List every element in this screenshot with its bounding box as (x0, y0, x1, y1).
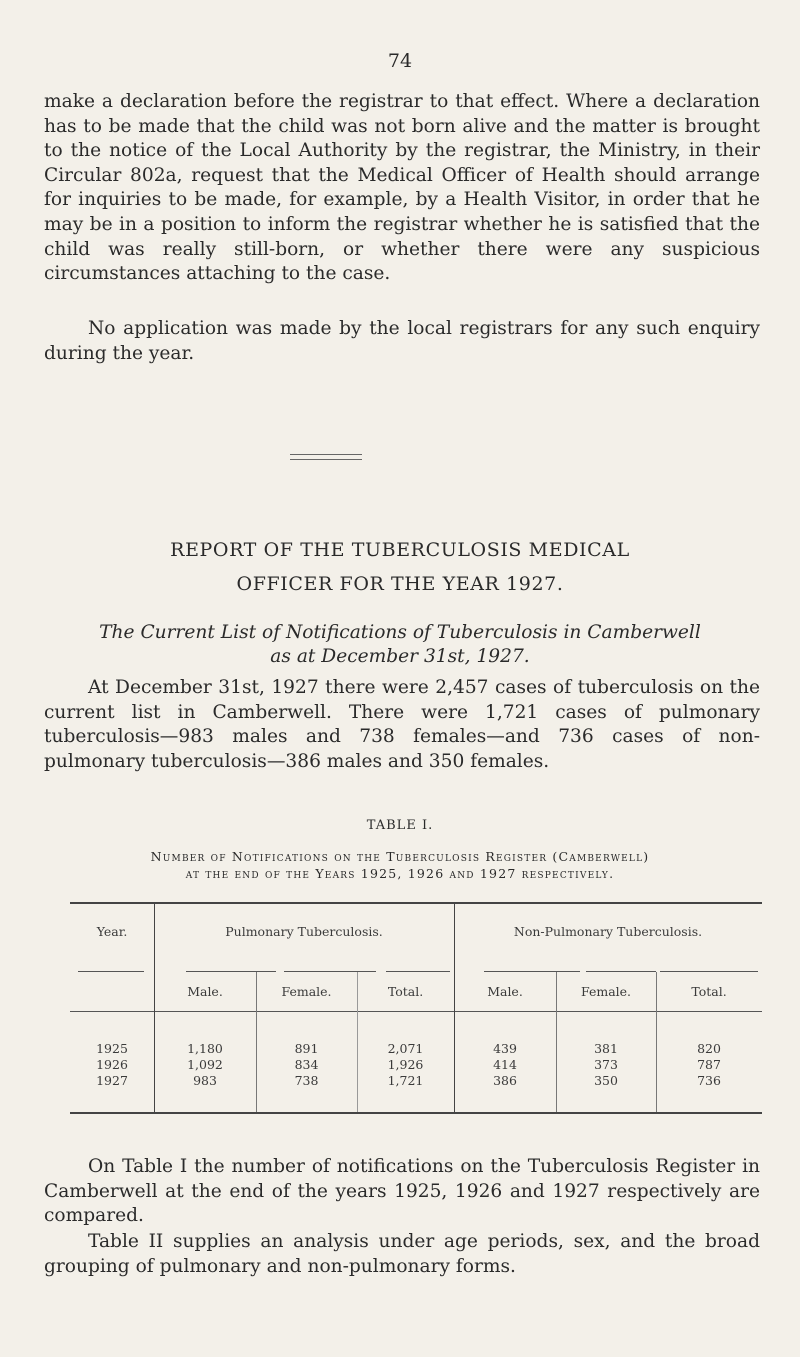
notifications-table (70, 900, 762, 1115)
row-year: 1925 (96, 1041, 128, 1056)
page-number: 74 (387, 50, 413, 72)
pulmonary-header: Pulmonary Tuberculosis. (225, 924, 383, 939)
non-pulmonary-header: Non-Pulmonary Tuberculosis. (513, 924, 703, 939)
report-subtitle-line2: as at December 31st, 1927. (270, 646, 530, 667)
table-top-rule (70, 902, 762, 904)
non-pulmonary-total-value: 787 (697, 1057, 721, 1072)
pulmonary-total-value: 2,071 (387, 1041, 424, 1056)
section-divider-top (290, 454, 362, 455)
pulmonary-female-value: 891 (294, 1041, 319, 1056)
pulmonary-male-value: 1,180 (187, 1041, 223, 1056)
non-pulmonary-male-subrule (484, 971, 580, 972)
sub-header-total: Total. (691, 984, 727, 999)
pulmonary-total-value: 1,926 (387, 1057, 424, 1072)
non-pulmonary-female-value: 373 (594, 1057, 618, 1072)
non-pulmonary-total-subrule (660, 971, 758, 972)
year-header: Year. (96, 924, 128, 939)
sub-header-male: Male. (187, 984, 223, 999)
non-pulmonary-male-value: 414 (493, 1057, 517, 1072)
table-label: TABLE I. (366, 818, 434, 833)
non-pulmonary-female-value: 381 (594, 1041, 618, 1056)
pulmonary-total-value: 1,721 (387, 1073, 424, 1088)
pulmonary-female-value: 738 (294, 1073, 319, 1088)
pulmonary-male-subrule (186, 971, 276, 972)
table-header-rule (70, 1011, 762, 1012)
pulmonary-male-value: 1,092 (187, 1057, 223, 1072)
pulmonary-female-value: 834 (294, 1057, 319, 1072)
non-pulmonary-total-value: 820 (697, 1041, 721, 1056)
year-subrule (78, 971, 144, 972)
non-pulmonary-total-value: 736 (697, 1073, 721, 1088)
closing-paragraph-1: On Table I the number of notifications on the Tuberculosis Register in Camberwell at the end of the years 1925, 1926 and 1927 respectively are compared. (44, 1156, 760, 1227)
sub-header-male: Male. (487, 984, 523, 999)
no-application-paragraph: No application was made by the local registrars for any such enquiry during the year. (44, 318, 760, 364)
non-pulmonary-male-value: 439 (493, 1041, 517, 1056)
sub-header-total: Total. (387, 984, 424, 999)
sub-header-female: Female. (580, 984, 632, 999)
table-caption-line2: at the end of the Years 1925, 1926 and 1927 respectively. (185, 866, 615, 881)
sub-header-female: Female. (281, 984, 332, 999)
intro-paragraph: make a declaration before the registrar to that effect. Where a declaration has to be made that the child was not born alive and the matter is brought to the notice of the Local Authority by the registrar, the Ministry, in their Circular 802a, request that the Medical Officer of Health should arrange for inquiries to be made, for example, by a Health Visitor, in order that he may be in a position to inform the registrar whether he is satisfied that the child was really still-born, or whether there were any suspicious circumstances attaching to the case. (44, 91, 760, 285)
report-subtitle-line1: The Current List of Notifications of Tuberculosis in Camberwell (99, 622, 701, 643)
table-caption (40, 848, 760, 882)
row-year: 1926 (96, 1057, 128, 1072)
pulmonary-female-subrule (284, 971, 376, 972)
report-heading-line2: OFFICER FOR THE YEAR 1927. (236, 573, 564, 595)
table-bottom-rule (70, 1112, 762, 1114)
non-pulmonary-female-subrule (586, 971, 656, 972)
row-year: 1927 (96, 1073, 128, 1088)
report-heading-line1: REPORT OF THE TUBERCULOSIS MEDICAL (170, 539, 630, 561)
table-caption-line1: Number of Notifications on the Tuberculosis Register (Camberwell) (150, 849, 650, 864)
non-pulmonary-male-value: 386 (493, 1073, 517, 1088)
pulmonary-male-value: 983 (193, 1073, 217, 1088)
section-divider-bottom (290, 459, 362, 460)
closing-paragraph-2: Table II supplies an analysis under age periods, sex, and the broad grouping of pulmonary and non-pulmonary forms. (44, 1231, 760, 1277)
non-pulmonary-female-value: 350 (594, 1073, 618, 1088)
summary-paragraph: At December 31st, 1927 there were 2,457 cases of tuberculosis on the current list in Camberwell. There were 1,721 cases of pulmonary tuberculosis—983 males and 738 females—and 736 cases of non-pulmonary tuberculosis—386 males and 350 females. (44, 677, 760, 772)
pulmonary-total-subrule (386, 971, 450, 972)
